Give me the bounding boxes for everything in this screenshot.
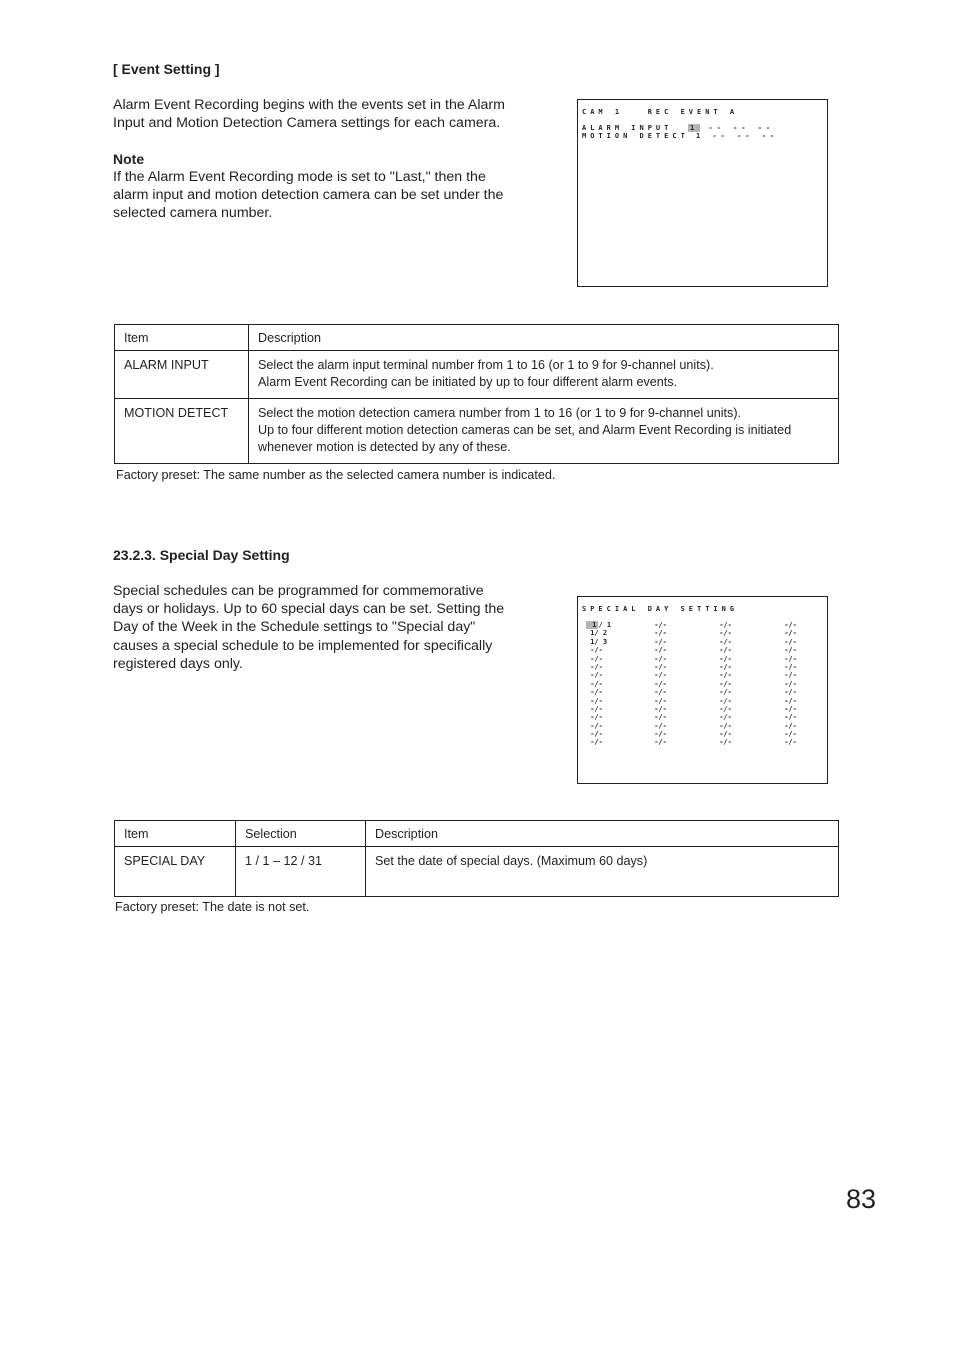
special-day-column-1: [586, 621, 611, 747]
header-item: Item: [115, 821, 236, 847]
special-day-entry: -/-: [586, 713, 603, 722]
special-day-entry: -/-: [780, 646, 797, 655]
special-day-entry: -/-: [780, 654, 797, 663]
special-day-entry: -/-: [780, 679, 797, 688]
special-day-entry-rest: / 1: [598, 621, 612, 629]
special-day-column-2: [650, 621, 667, 747]
paragraph-line: registered days only.: [113, 655, 243, 672]
special-day-entry: -/-: [780, 688, 797, 697]
special-day-entry: -/-: [650, 721, 667, 730]
row-item: MOTION DETECT: [115, 399, 249, 464]
description-line: whenever motion is detected by any of these.: [258, 440, 511, 454]
special-day-entry: -/-: [586, 662, 603, 671]
row-selection: 1 / 1 – 12 / 31: [236, 847, 366, 897]
table-header-row: [115, 325, 839, 351]
special-day-entry: -/-: [715, 713, 732, 722]
event-setting-heading: [ Event Setting ]: [113, 61, 220, 77]
row-description: [249, 351, 839, 399]
motion-detect-first: 1: [696, 132, 705, 140]
special-day-entry: -/-: [780, 721, 797, 730]
special-day-entry: -/-: [780, 671, 797, 680]
special-day-entry: -/-: [586, 671, 603, 680]
special-day-entry: -/-: [780, 713, 797, 722]
note-heading: Note: [113, 151, 145, 167]
page-number: 83: [846, 1184, 877, 1214]
table-row: [115, 351, 839, 399]
table-row: [115, 399, 839, 464]
special-day-entry: -/-: [586, 688, 603, 697]
special-day-entry: -/-: [715, 654, 732, 663]
special-day-entry: -/-: [650, 671, 667, 680]
paragraph-line: Day of the Week in the Schedule settings to "Special day": [113, 619, 476, 636]
special-day-entry: -/-: [586, 696, 603, 705]
special-day-entry: -/-: [780, 629, 797, 638]
special-day-entry: -/-: [715, 679, 732, 688]
alarm-input-rest: -- -- --: [700, 124, 775, 132]
motion-detect-values: [696, 132, 778, 141]
paragraph-line: Alarm Event Recording begins with the events set in the Alarm: [113, 97, 505, 113]
special-day-entry: -/-: [780, 621, 797, 629]
special-day-entry: -/-: [650, 713, 667, 722]
special-day-cursor: 1: [588, 621, 597, 629]
special-day-entry: -/-: [715, 721, 732, 730]
special-day-entry: 1/ 3: [586, 637, 608, 646]
special-day-entry: -/-: [650, 738, 667, 747]
row-item: ALARM INPUT: [115, 351, 249, 399]
rec-event-screen: [577, 99, 828, 287]
special-day-entry: -/-: [715, 738, 732, 747]
header-item: Item: [115, 325, 249, 351]
event-setting-table: [114, 324, 839, 464]
special-day-entry: -/-: [586, 654, 603, 663]
paragraph-line: causes a special schedule to be implemented for specifically: [113, 637, 493, 654]
description-line: Up to four different motion detection cameras can be set, and Alarm Event Recording is initiated: [258, 423, 792, 437]
event-factory-preset: Factory preset: The same number as the selected camera number is indicated.: [116, 468, 556, 482]
special-day-entry: [586, 621, 611, 629]
special-day-entry: -/-: [715, 688, 732, 697]
special-day-entry: -/-: [650, 662, 667, 671]
header-description: Description: [249, 325, 839, 351]
note-line: alarm input and motion detection camera can be set under the: [113, 187, 504, 204]
special-day-entry: -/-: [715, 637, 732, 646]
special-day-entry: -/-: [586, 646, 603, 655]
paragraph-line: days or holidays. Up to 60 special days can be set. Setting the: [113, 601, 505, 618]
special-day-entry: -/-: [715, 730, 732, 739]
special-day-screen: [577, 596, 828, 784]
special-day-entry: -/-: [715, 629, 732, 638]
special-day-factory-preset: Factory preset: The date is not set.: [115, 900, 310, 914]
description-line: Select the motion detection camera number from 1 to 16 (or 1 to 9 for 9-channel units).: [258, 406, 742, 420]
special-day-entry: -/-: [715, 662, 732, 671]
special-day-entry: -/-: [650, 621, 667, 629]
special-day-entry: -/-: [650, 654, 667, 663]
special-day-entry: -/-: [715, 696, 732, 705]
special-day-entry: -/-: [650, 679, 667, 688]
special-day-entry: -/-: [650, 696, 667, 705]
motion-detect-label: MOTION DETECT: [582, 132, 689, 140]
special-day-entry: -/-: [586, 679, 603, 688]
special-day-heading: 23.2.3. Special Day Setting: [113, 547, 290, 563]
special-day-entry: -/-: [715, 704, 732, 713]
special-day-entry: 1/ 2: [586, 629, 608, 638]
header-description: Description: [366, 821, 839, 847]
description-line: Alarm Event Recording can be initiated by up to four different alarm events.: [258, 375, 678, 389]
special-day-entry: -/-: [650, 688, 667, 697]
screen-title: CAM 1 REC EVENT A: [582, 108, 739, 116]
special-day-entry: -/-: [715, 646, 732, 655]
special-day-column-3: [715, 621, 732, 747]
event-setting-paragraph: [113, 96, 536, 132]
special-day-entry: -/-: [586, 704, 603, 713]
special-day-entry: -/-: [586, 721, 603, 730]
row-description: [249, 399, 839, 464]
paragraph-line: Special schedules can be programmed for commemorative: [113, 583, 484, 599]
note-line: selected camera number.: [113, 205, 273, 222]
special-day-entry: -/-: [780, 696, 797, 705]
special-day-column-4: [780, 621, 797, 747]
alarm-input-label: ALARM INPUT: [582, 124, 673, 132]
special-day-entry: -/-: [715, 671, 732, 680]
special-day-paragraph: [113, 582, 536, 673]
table-row: [115, 847, 839, 897]
special-day-entry: -/-: [780, 637, 797, 646]
special-day-entry: -/-: [586, 730, 603, 739]
paragraph-line: Input and Motion Detection Camera settings for each camera.: [113, 115, 501, 132]
special-day-entry: -/-: [650, 646, 667, 655]
description-line: Select the alarm input terminal number from 1 to 16 (or 1 to 9 for 9-channel units).: [258, 358, 714, 372]
header-selection: Selection: [236, 821, 366, 847]
special-day-entry: -/-: [780, 738, 797, 747]
screen-title: SPECIAL DAY SETTING: [582, 605, 739, 613]
special-day-entry: -/-: [780, 704, 797, 713]
row-item: SPECIAL DAY: [115, 847, 236, 897]
special-day-entry: -/-: [650, 637, 667, 646]
note-paragraph: [113, 168, 536, 223]
special-day-entry: -/-: [780, 730, 797, 739]
special-day-entry: -/-: [650, 730, 667, 739]
special-day-entry: -/-: [650, 704, 667, 713]
special-day-entry: -/-: [780, 662, 797, 671]
alarm-input-cursor: 1: [690, 124, 699, 132]
special-day-entry: -/-: [650, 629, 667, 638]
note-line: If the Alarm Event Recording mode is set to "Last," then the: [113, 169, 486, 185]
table-header-row: [115, 821, 839, 847]
motion-detect-rest: -- -- --: [704, 132, 779, 140]
special-day-entry: -/-: [715, 621, 732, 629]
row-description: Set the date of special days. (Maximum 60 days): [366, 847, 839, 897]
special-day-entry: -/-: [586, 738, 603, 747]
special-day-table: [114, 820, 839, 897]
